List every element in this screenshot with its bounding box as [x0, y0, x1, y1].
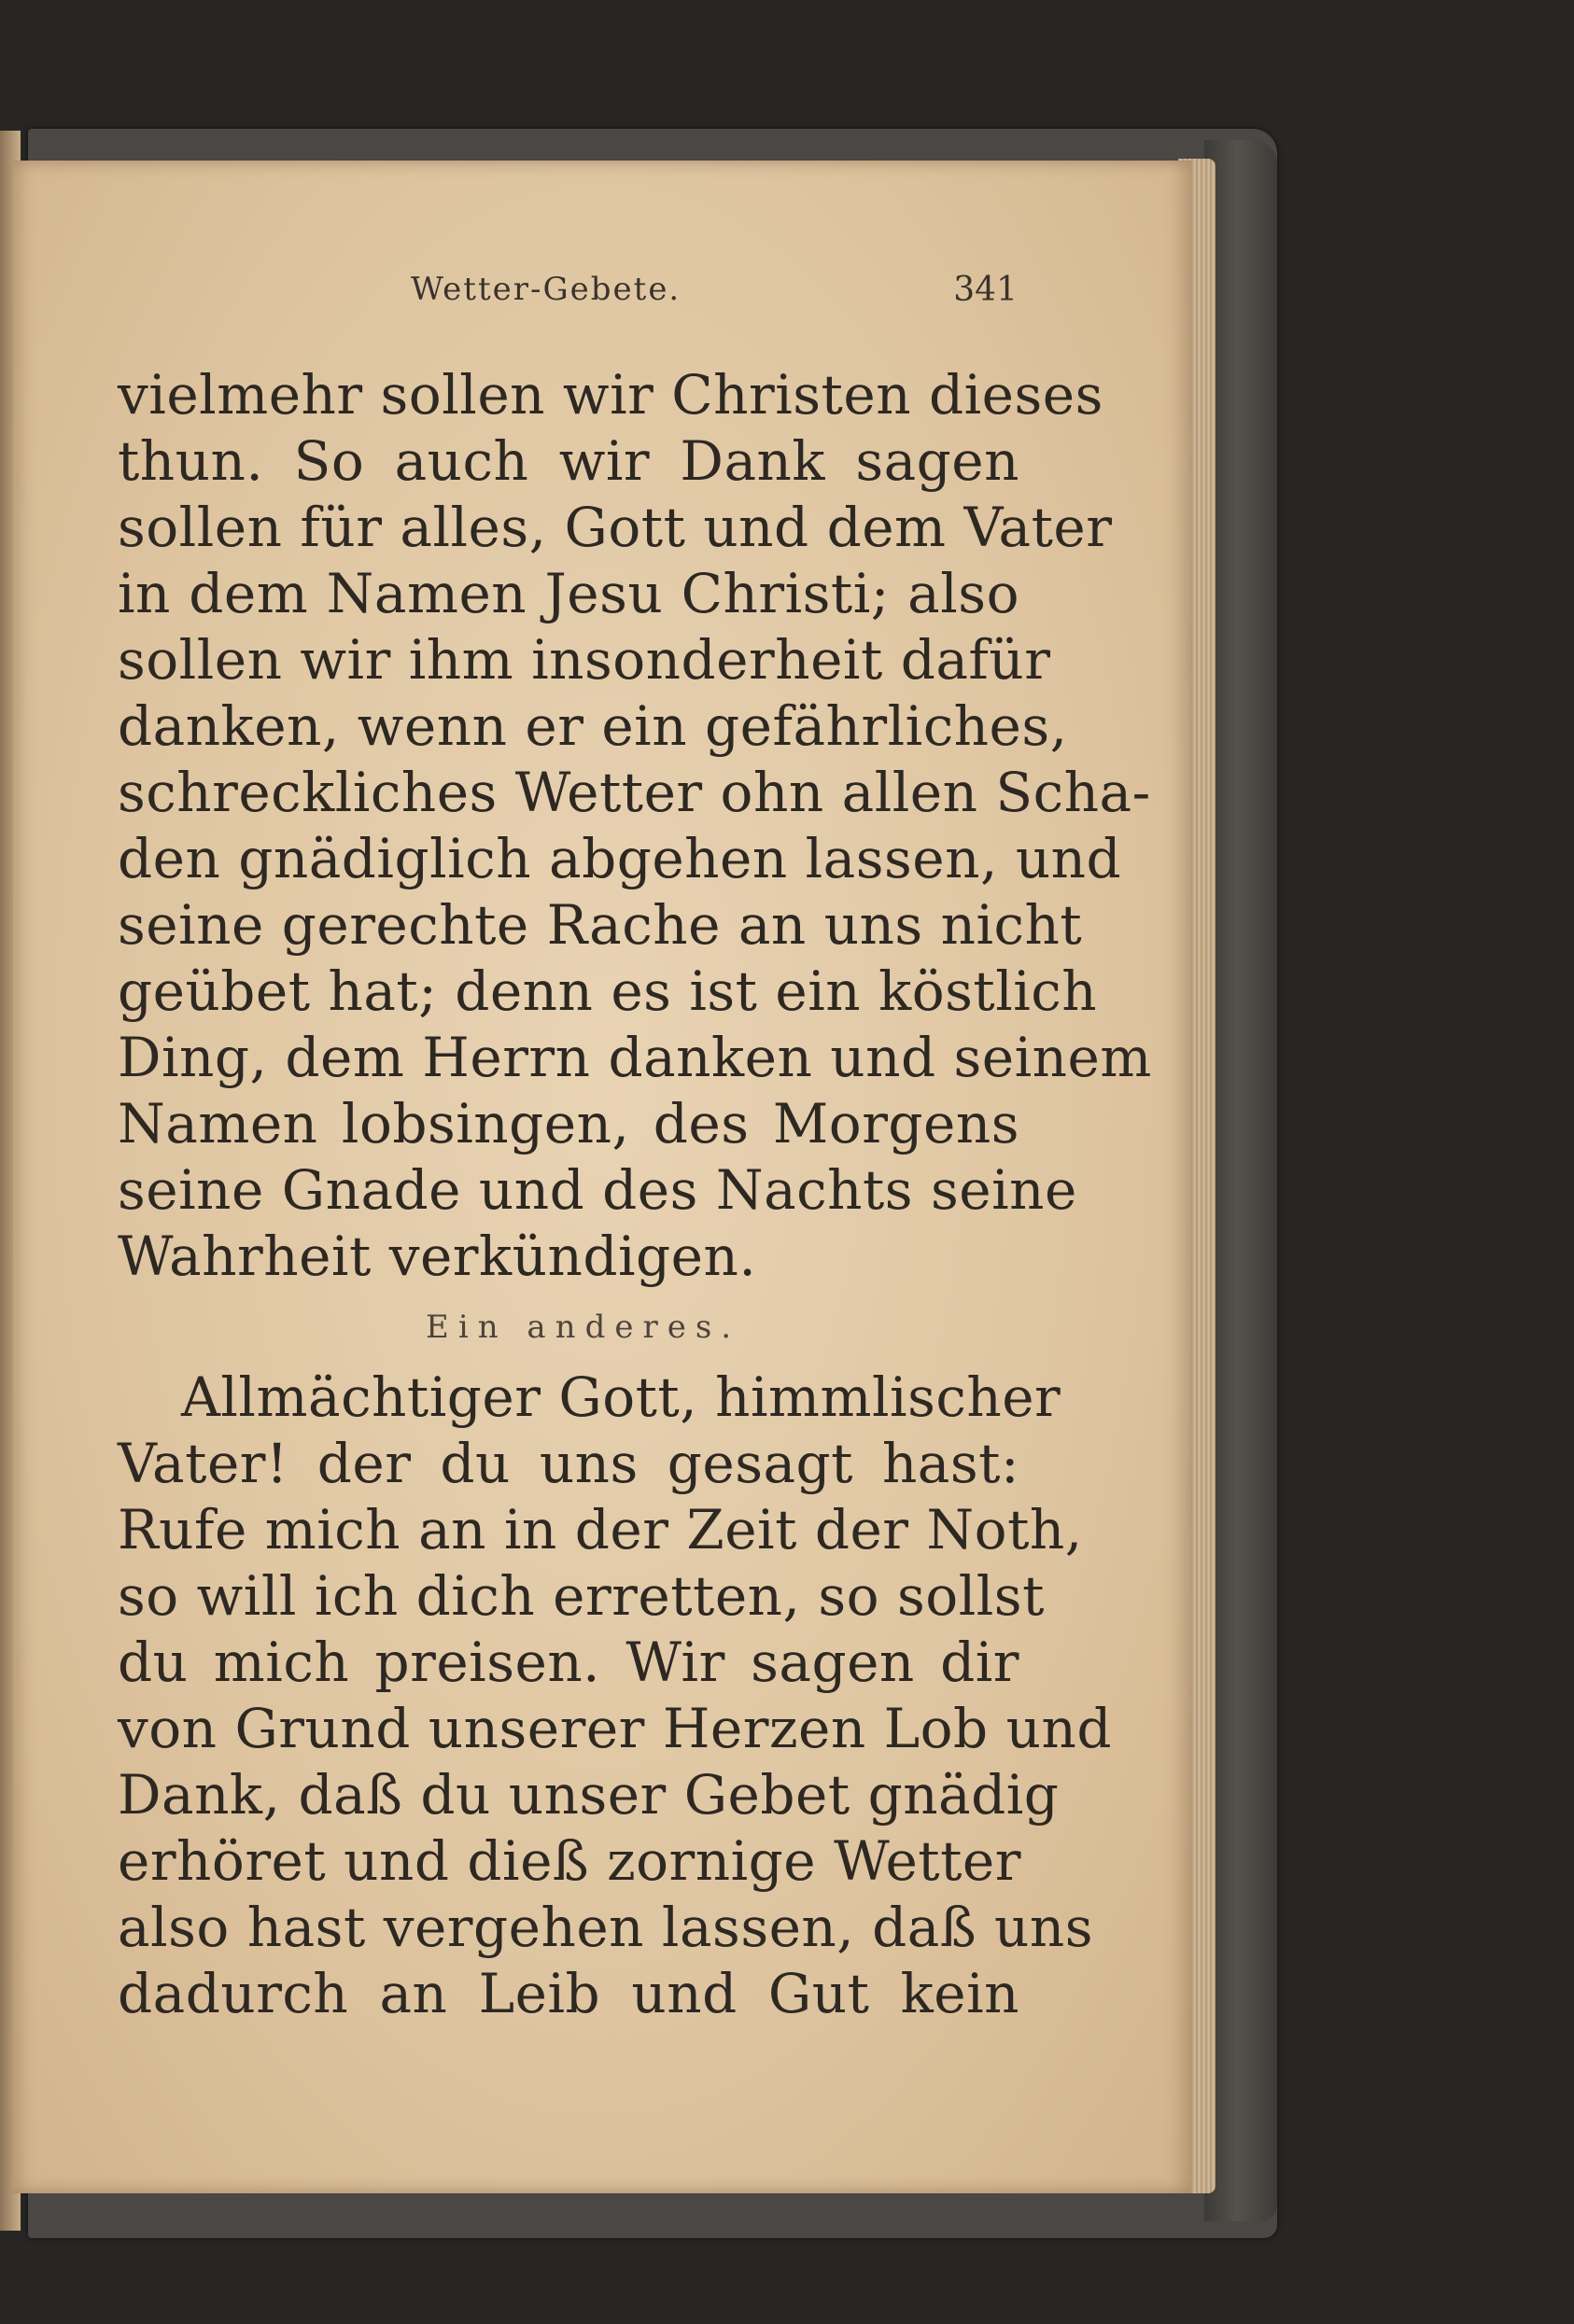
text-line: Ding, dem Herrn danken und seinem: [118, 1026, 1152, 1089]
text-line: danken, wenn er ein gefährliches,: [118, 694, 1068, 758]
text-line: schreckliches Wetter ohn allen Scha-: [118, 761, 1151, 824]
text-line: von Grund unserer Herzen Lob und: [118, 1697, 1112, 1760]
text-line: Vater! der du uns gesagt hast:: [118, 1432, 1019, 1495]
text-line: du mich preisen. Wir sagen dir: [118, 1631, 1019, 1694]
paragraph: [118, 1365, 1112, 2027]
section-heading: Ein anderes.: [426, 1309, 741, 1346]
paragraph: [118, 362, 1152, 1290]
text-line: erhöret und dieß zornige Wetter: [118, 1829, 1021, 1893]
page-number: 341: [953, 271, 1018, 309]
text-line: thun. So auch wir Dank sagen: [118, 429, 1019, 493]
text-line: sollen für alles, Gott und dem Vater: [118, 496, 1113, 559]
text-line: seine gerechte Rache an uns nicht: [118, 893, 1083, 957]
text-line: dadurch an Leib und Gut kein: [118, 1962, 1019, 2025]
running-title: Wetter-Gebete.: [411, 271, 682, 308]
text-line: Rufe mich an in der Zeit der Noth,: [118, 1498, 1083, 1561]
text-line: so will ich dich erretten, so sollst: [118, 1564, 1045, 1628]
text-block: [118, 362, 1152, 2027]
text-line: also hast vergehen lassen, daß uns: [118, 1896, 1093, 1959]
running-head: [411, 271, 1055, 317]
text-line: seine Gnade und des Nachts seine: [118, 1158, 1077, 1222]
text-line: den gnädiglich abgehen lassen, und: [118, 827, 1122, 890]
text-line: Dank, daß du unser Gebet gnädig: [118, 1763, 1060, 1827]
text-line: Namen lobsingen, des Morgens: [118, 1092, 1019, 1155]
text-line: in dem Namen Jesu Christi; also: [118, 562, 1019, 625]
text-line: Wahrheit verkündigen.: [118, 1225, 757, 1288]
text-line: Allmächtiger Gott, himmlischer: [181, 1365, 1061, 1429]
text-line: sollen wir ihm insonderheit dafür: [118, 628, 1051, 692]
text-line: vielmehr sollen wir Christen dieses: [118, 363, 1103, 427]
text-line: geübet hat; denn es ist ein köstlich: [118, 959, 1098, 1023]
